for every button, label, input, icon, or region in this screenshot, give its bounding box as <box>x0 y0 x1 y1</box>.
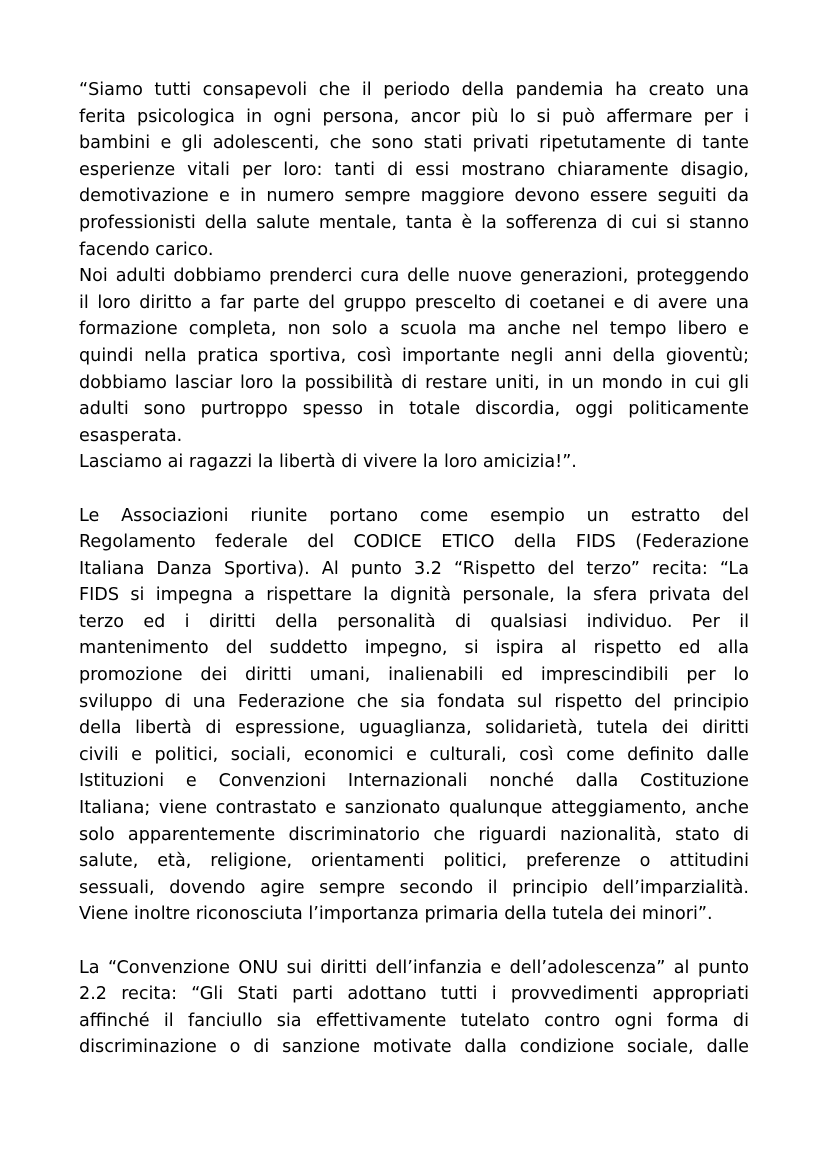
text-line: salute, età, religione, orientamenti politici, preferenze o attitudini <box>79 851 749 872</box>
text-line: Le Associazioni riunite portano come esempio un estratto del <box>79 505 749 526</box>
text-line: professionisti della salute mentale, tanta è la sofferenza di cui si stanno <box>79 212 749 233</box>
text-line: sviluppo di una Federazione che sia fondata sul rispetto del principio <box>79 691 749 712</box>
text-line: Lasciamo ai ragazzi la libertà di vivere la loro amicizia!”. <box>79 452 577 473</box>
paragraph-1 <box>79 77 749 476</box>
text-line: promozione dei diritti umani, inalienabili ed imprescindibili per lo <box>79 665 749 686</box>
text-line: affinché il fanciullo sia effettivamente tutelato contro ogni forma di <box>79 1010 749 1031</box>
text-line: esasperata. <box>79 425 183 446</box>
text-line: mantenimento del suddetto impegno, si ispira al rispetto ed alla <box>79 638 749 659</box>
text-line: “Siamo tutti consapevoli che il periodo della pandemia ha creato una <box>79 80 749 100</box>
text-line: il loro diritto a far parte del gruppo prescelto di coetanei e di avere una <box>79 292 749 313</box>
text-line: La “Convenzione ONU sui diritti dell’infanzia e dell’adolescenza” al punto <box>79 957 749 978</box>
text-line: civili e politici, sociali, economici e culturali, così come definito dalle <box>79 744 749 765</box>
text-line: Viene inoltre riconosciuta l’importanza primaria della tutela dei minori”. <box>79 904 713 925</box>
text-line: solo apparentemente discriminatorio che riguardi nazionalità, stato di <box>79 824 749 845</box>
text-line: Italiana; viene contrastato e sanzionato qualunque atteggiamento, anche <box>79 798 749 819</box>
text-line: discriminazione o di sanzione motivate dalla condizione sociale, dalle <box>79 1037 749 1058</box>
text-line: facendo carico. <box>79 239 214 260</box>
text-line: demotivazione e in numero sempre maggiore devono essere seguiti da <box>79 186 749 207</box>
paragraph-gap <box>79 928 749 955</box>
document-page <box>79 77 749 1061</box>
text-line: esperienze vitali per loro: tanti di essi mostrano chiaramente disagio, <box>79 159 749 180</box>
text-line: Noi adulti dobbiamo prenderci cura delle nuove generazioni, proteggendo <box>79 266 749 287</box>
text-line: formazione completa, non solo a scuola ma anche nel tempo libero e <box>79 319 749 340</box>
text-line: ferita psicologica in ogni persona, ancor più lo si può affermare per i <box>79 106 749 127</box>
text-line: FIDS si impegna a rispettare la dignità personale, la sfera privata del <box>79 585 749 606</box>
text-line: 2.2 recita: “Gli Stati parti adottano tutti i provvedimenti appropriati <box>79 984 749 1005</box>
text-line: Istituzioni e Convenzioni Internazionali nonché dalla Costituzione <box>79 771 749 792</box>
text-line: sessuali, dovendo agire sempre secondo il principio dell’imparzialità. <box>79 877 749 898</box>
text-line: della libertà di espressione, uguaglianza, solidarietà, tutela dei diritti <box>79 718 749 739</box>
text-line: bambini e gli adolescenti, che sono stati privati ripetutamente di tante <box>79 133 749 154</box>
paragraph-3 <box>79 955 749 1061</box>
text-line: quindi nella pratica sportiva, così importante negli anni della gioventù; <box>79 345 749 366</box>
paragraph-2 <box>79 503 749 929</box>
text-line: terzo ed i diritti della personalità di qualsiasi individuo. Per il <box>79 611 749 632</box>
text-line: Regolamento federale del CODICE ETICO della FIDS (Federazione <box>79 532 749 553</box>
paragraph-gap <box>79 476 749 503</box>
text-line: Italiana Danza Sportiva). Al punto 3.2 “Rispetto del terzo” recita: “La <box>79 558 749 579</box>
text-line: dobbiamo lasciar loro la possibilità di restare uniti, in un mondo in cui gli <box>79 372 749 393</box>
text-line: adulti sono purtroppo spesso in totale discordia, oggi politicamente <box>79 399 749 420</box>
